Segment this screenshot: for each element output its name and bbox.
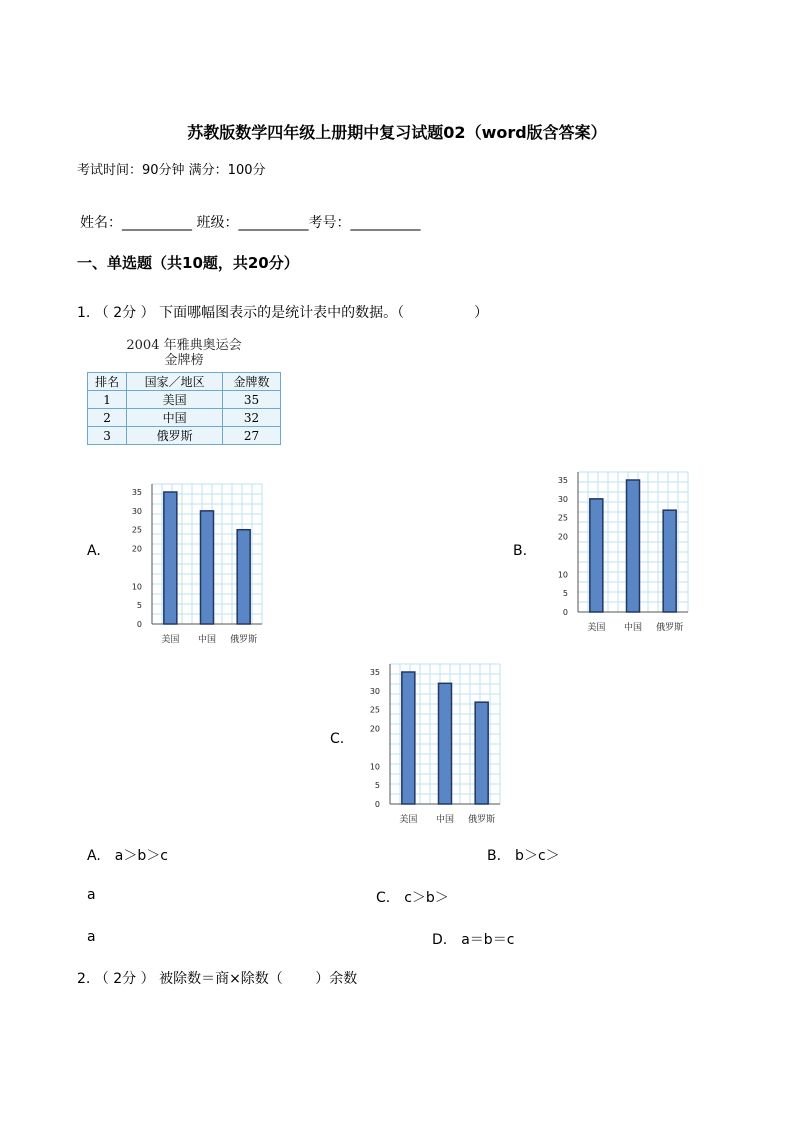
chart-svg bbox=[360, 658, 505, 836]
y-tick-label: 25 bbox=[369, 705, 380, 715]
bar-chart-c bbox=[360, 658, 505, 836]
x-tick-label: 俄罗斯 bbox=[230, 635, 258, 645]
table-caption-2: 金牌榜 bbox=[164, 353, 204, 368]
y-tick-label: 20 bbox=[369, 724, 380, 734]
chart-label-c: C. bbox=[330, 731, 345, 747]
chart-svg bbox=[122, 478, 267, 656]
y-tick-label: 10 bbox=[369, 762, 380, 772]
bar-chart-a bbox=[122, 478, 267, 656]
chart-svg bbox=[548, 466, 693, 644]
table-header: 金牌数 bbox=[222, 373, 280, 391]
y-tick-label: 20 bbox=[131, 544, 142, 554]
exam-info: 考试时间：90分钟 满分：100分 bbox=[77, 163, 266, 178]
table-cell: 1 bbox=[88, 391, 127, 409]
option-d: D. a＝b＝c bbox=[432, 932, 515, 948]
x-tick-label: 俄罗斯 bbox=[656, 623, 684, 633]
y-tick-label: 5 bbox=[562, 589, 568, 599]
table-cell: 2 bbox=[88, 409, 127, 427]
medal-table-figure bbox=[85, 338, 283, 450]
table-row bbox=[88, 409, 281, 427]
y-tick-label: 30 bbox=[557, 494, 568, 504]
bar-2 bbox=[237, 530, 250, 624]
y-tick-label: 30 bbox=[131, 506, 142, 516]
bar-0 bbox=[590, 499, 603, 612]
bar-1 bbox=[201, 511, 214, 624]
table-cell: 中国 bbox=[127, 409, 223, 427]
table-cell: 俄罗斯 bbox=[127, 427, 223, 445]
option-c-continued: a bbox=[87, 929, 96, 945]
table-cell: 3 bbox=[88, 427, 127, 445]
x-tick-label: 中国 bbox=[623, 623, 643, 633]
y-tick-label: 0 bbox=[374, 800, 380, 809]
chart-label-b: B. bbox=[513, 543, 528, 559]
medal-table bbox=[87, 372, 281, 445]
student-fields: 姓名：__________ 班级：__________考号：__________ bbox=[80, 215, 421, 231]
y-tick-label: 10 bbox=[557, 570, 568, 580]
y-tick-label: 35 bbox=[369, 668, 380, 677]
table-row bbox=[88, 427, 281, 445]
x-tick-label: 中国 bbox=[435, 815, 455, 825]
y-tick-label: 30 bbox=[369, 686, 380, 696]
table-cell: 32 bbox=[222, 409, 280, 427]
y-tick-label: 5 bbox=[136, 601, 142, 611]
x-tick-label: 中国 bbox=[197, 635, 217, 645]
y-tick-label: 0 bbox=[562, 608, 568, 617]
table-cell: 美国 bbox=[127, 391, 223, 409]
y-tick-label: 35 bbox=[131, 488, 142, 497]
table-caption-1: 2004 年雅典奥运会 bbox=[126, 338, 242, 353]
table-cell: 27 bbox=[222, 427, 280, 445]
question-2: 2. （ 2分 ） 被除数＝商×除数（ ）余数 bbox=[77, 971, 358, 987]
y-tick-label: 20 bbox=[557, 532, 568, 542]
section-heading: 一、单选题（共10题，共20分） bbox=[77, 254, 299, 272]
table-cell: 35 bbox=[222, 391, 280, 409]
option-c: C. c＞b＞ bbox=[376, 890, 449, 906]
bar-0 bbox=[164, 492, 177, 624]
table-header: 国家／地区 bbox=[127, 373, 223, 391]
y-tick-label: 25 bbox=[131, 525, 142, 535]
x-tick-label: 美国 bbox=[399, 815, 418, 825]
x-tick-label: 美国 bbox=[161, 635, 180, 645]
bar-1 bbox=[439, 683, 452, 804]
bar-chart-b bbox=[548, 466, 693, 644]
question-1: 1. （ 2分 ） 下面哪幅图表示的是统计表中的数据。（ ） bbox=[77, 305, 489, 321]
y-tick-label: 5 bbox=[374, 781, 380, 791]
y-tick-label: 25 bbox=[557, 513, 568, 523]
bar-0 bbox=[402, 672, 415, 804]
option-a: A. a＞b＞c bbox=[87, 848, 168, 864]
bar-1 bbox=[627, 480, 640, 612]
table-row bbox=[88, 391, 281, 409]
x-tick-label: 美国 bbox=[587, 623, 606, 633]
y-tick-label: 10 bbox=[131, 582, 142, 592]
y-tick-label: 35 bbox=[557, 476, 568, 485]
y-tick-label: 0 bbox=[136, 620, 142, 629]
bar-2 bbox=[663, 510, 676, 612]
x-tick-label: 俄罗斯 bbox=[468, 815, 496, 825]
table-header-row bbox=[88, 373, 281, 391]
bar-2 bbox=[475, 702, 488, 804]
document-title: 苏教版数学四年级上册期中复习试题02（word版含答案） bbox=[187, 123, 607, 142]
chart-label-a: A. bbox=[87, 543, 101, 559]
table-header: 排名 bbox=[88, 373, 127, 391]
option-b: B. b＞c＞ bbox=[487, 848, 560, 864]
option-b-continued: a bbox=[87, 887, 96, 903]
